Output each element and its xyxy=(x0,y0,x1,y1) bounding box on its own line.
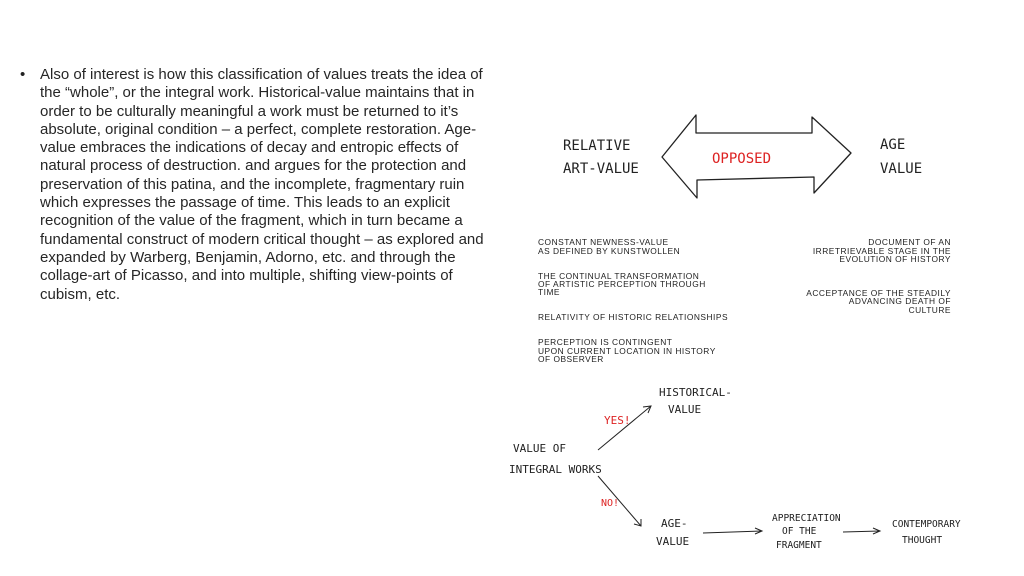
relative-art-value-label-line2: ART-VALUE xyxy=(563,161,639,177)
left-item-1-line1: CONSTANT NEWNESS-VALUE xyxy=(538,237,669,247)
contemporary-line1: CONTEMPORARY xyxy=(892,519,961,530)
historical-value-line1: HISTORICAL- xyxy=(659,386,732,399)
yes-arrow-line xyxy=(598,406,651,450)
historical-value-line2: VALUE xyxy=(668,403,702,416)
age-to-fragment-arrow-line xyxy=(703,531,762,533)
appreciation-line2: OF THE xyxy=(782,526,817,537)
fragment-to-thought-arrow-line xyxy=(843,531,880,532)
left-item-3-line1: RELATIVITY OF HISTORIC RELATIONSHIPS xyxy=(538,312,729,322)
left-item-4-line1: PERCEPTION IS CONTINGENT xyxy=(538,337,673,347)
origin-label-line2: INTEGRAL WORKS xyxy=(509,463,602,476)
right-list xyxy=(806,237,951,315)
body-paragraph: Also of interest is how this classification of values treats the idea of the “whole”, or the integral work. Historical-value maintains that in order to be culturally meaningful a work must be returned to it’s absolute, original condition – a perfect, complete restoration. Age-value embraces the indications of decay and entropic effects of natural process of destruction. and argues for the protection and preservation of this patina, and the incomplete, fragmentary ruin which expresses the passage of time. This leads to an explicit recognition of the value of the fragment, which in turn became a fundamental construct of modern critical thought – as explored and expanded by Warberg, Benjamin, Adorno, etc. and through the collage-art of Picasso, and into multiple, shifting view-points of cubism, etc. xyxy=(40,66,484,303)
left-item-1-line2: AS DEFINED BY KUNSTWOLLEN xyxy=(538,246,681,256)
age-value-label-line1: AGE xyxy=(880,137,906,153)
contemporary-line2: THOUGHT xyxy=(902,535,943,546)
flow-diagram xyxy=(509,386,961,551)
age-value-flow-line1: AGE- xyxy=(661,517,688,530)
right-item-1-line3: EVOLUTION OF HISTORY xyxy=(839,254,951,264)
age-value-flow-line2: VALUE xyxy=(656,535,690,548)
left-item-2-line3: TIME xyxy=(538,287,561,297)
age-value-label-line2: VALUE xyxy=(880,161,923,177)
right-item-2-line1: ACCEPTANCE OF THE STEADILY xyxy=(806,288,951,298)
left-item-4-line2: UPON CURRENT LOCATION IN HISTORY xyxy=(538,346,716,356)
left-list xyxy=(538,237,728,364)
left-item-2-line2: OF ARTISTIC PERCEPTION THROUGH xyxy=(538,279,706,289)
left-item-2-line1: THE CONTINUAL TRANSFORMATION xyxy=(538,271,700,281)
bullet-marker: • xyxy=(20,66,26,83)
appreciation-line3: FRAGMENT xyxy=(776,540,822,551)
left-item-4-line3: OF OBSERVER xyxy=(538,354,604,364)
yes-label: YES! xyxy=(604,414,631,427)
appreciation-line1: APPRECIATION xyxy=(772,513,841,524)
right-item-1-line2: IRRETRIEVABLE STAGE IN THE xyxy=(812,246,951,256)
right-item-2-line2: ADVANCING DEATH OF xyxy=(848,296,951,306)
right-item-2-line3: CULTURE xyxy=(908,305,951,315)
no-label: NO! xyxy=(601,498,620,509)
opposed-label: OPPOSED xyxy=(712,151,772,167)
relative-art-value-label-line1: RELATIVE xyxy=(563,138,631,154)
right-item-1-line1: DOCUMENT OF AN xyxy=(868,237,951,247)
origin-label-line1: VALUE OF xyxy=(513,442,566,455)
